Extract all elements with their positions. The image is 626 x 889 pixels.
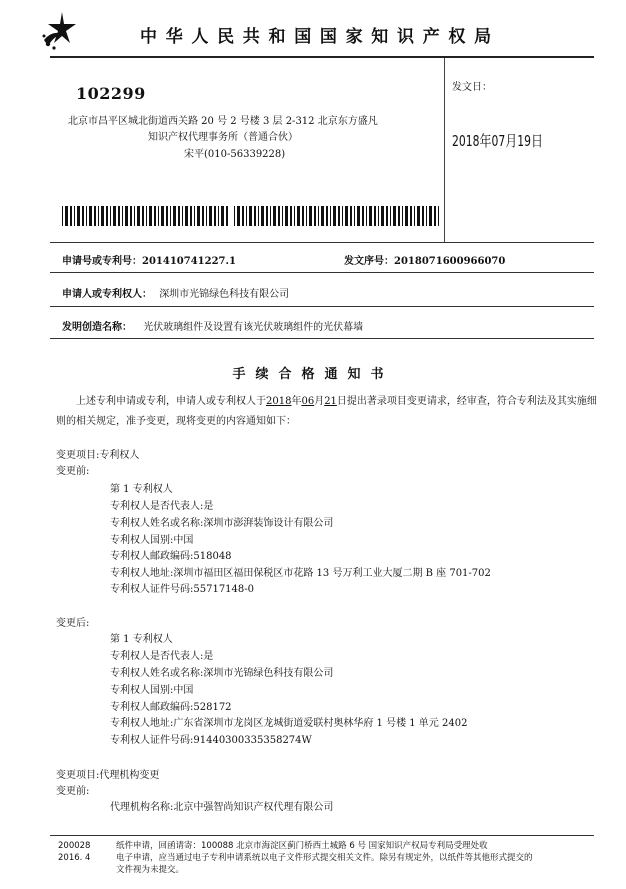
change-1-after-line: 专利权人是否代表人:是 [110,651,214,662]
barcode-bar [314,206,316,226]
barcode-bar [258,206,259,226]
applicant-name: 深圳市光锦绿色科技有限公司 [159,289,290,300]
barcode-bar [221,206,224,226]
barcode-left [62,206,228,226]
change-1-before-label: 变更前: [56,466,90,477]
barcode-bar [146,206,147,226]
notice-title: 手续合格通知书 [232,367,394,382]
barcode-bar [330,206,331,226]
barcode-bar [249,206,252,226]
change-1-after-line: 专利权人证件号码:91440300335358274W [110,735,312,746]
dispatch-date: 2018年07月19日 [452,132,543,150]
barcode-right-icon [234,206,440,226]
barcode-bar [426,206,427,226]
barcode-bar [374,206,376,226]
serial-number-label: 发文序号： [344,256,394,267]
serial-number: 2018071600966070 [394,256,506,267]
footer-line-3: 文件视为未提交。 [116,865,185,875]
footer-divider [50,835,594,836]
office-title: 中华人民共和国国家知识产权局 [140,27,500,47]
barcode-bar [197,206,200,226]
request-day: 21 [324,396,337,407]
barcode-bar [302,206,304,226]
barcode-bar [273,206,276,226]
header-divider [50,56,594,58]
barcode-bar [130,206,132,226]
divider-3 [50,306,594,307]
barcode-bar [422,206,424,226]
change-1-after-line: 专利权人邮政编码:528172 [110,702,232,713]
application-number: 201410741227.1 [142,256,236,267]
change-1-before-line: 专利权人地址:深圳市福田区福田保税区市花路 13 号万利工业大厦二期 B 座 701-702 [110,568,491,579]
barcode-bar [270,206,271,226]
barcode-bar [185,206,188,226]
barcode-bar [209,206,212,226]
application-number-label: 申请号或专利号： [62,256,142,267]
barcode-bar [234,206,235,226]
invention-row [62,318,363,333]
barcode-bar [214,206,216,226]
change-1-before-line: 专利权人姓名或名称:深圳市澎湃装饰设计有限公司 [110,518,334,529]
barcode-bar [62,206,63,226]
barcode-bar [386,206,388,226]
barcode-bar [149,206,152,226]
postal-code: 102299 [76,84,146,103]
barcode-bar [82,206,84,226]
barcode-bar [125,206,128,226]
barcode-bar [194,206,195,226]
invention-label: 发明创造名称： [62,322,132,333]
cnipa-emblem-icon [40,10,78,50]
barcode-bar [318,206,319,226]
barcode-bar [266,206,268,226]
application-number-row [62,252,236,267]
barcode-bar [321,206,324,226]
barcode-bar [122,206,123,226]
barcode-bar [77,206,80,226]
change-1-after-line: 专利权人国别:中国 [110,685,194,696]
year-char: 年 [291,396,302,407]
barcode-bar [378,206,379,226]
barcode-bar [206,206,207,226]
footer-line-1: 纸件申请，回函请寄：100088 北京市海淀区蓟门桥西土城路 6 号 国家知识产权局专利局受理处收 [116,841,488,851]
notice-paragraph [56,392,602,432]
request-year: 2018 [266,396,292,407]
notice-text-a: 上述专利申请或专利，申请人或专利权人于 [76,396,266,407]
divider-4 [50,338,594,339]
address-line-3: 宋平(010-56339228) [184,149,286,160]
divider-1 [50,242,594,243]
change-1-before-line: 专利权人是否代表人:是 [110,501,214,512]
barcode-bar [350,206,352,226]
barcode-bar [357,206,360,226]
barcode-bar [161,206,164,226]
invention-title: 光伏玻璃组件及设置有该光伏玻璃组件的光伏幕墙 [143,322,364,333]
barcode-bar [101,206,104,226]
barcode-bar [237,206,240,226]
notice-text-b: 日提出著录项目变更请求，经审查，符合专利法及其实施细则的相关规定，准予变更，现将变更的内容通知如下： [56,396,597,427]
change-1-after-line: 专利权人姓名或名称:深圳市光锦绿色科技有限公司 [110,668,334,679]
barcode-bar [417,206,420,226]
barcode-bar [309,206,312,226]
barcode-bar [414,206,415,226]
change-1-after-label: 变更后: [56,618,90,629]
applicant-label: 申请人或专利权人： [62,289,152,300]
request-month: 06 [301,396,315,407]
header-column-divider [444,58,445,242]
barcode-bar [226,206,228,226]
barcode-right [234,206,440,226]
barcode-bar [190,206,192,226]
barcode-bar [94,206,96,226]
change-2-before-line: 代理机构名称:北京中强智尚知识产权代理有限公司 [110,802,334,813]
barcode-bar [178,206,180,226]
barcode-bar [173,206,176,226]
barcode-bar [438,206,439,226]
barcode-bar [246,206,247,226]
barcode-bar [297,206,300,226]
change-item-1: 变更项目:专利权人 [56,450,140,461]
barcode-bar [86,206,87,226]
barcode-bar [137,206,140,226]
divider-2 [50,272,594,273]
barcode-bar [342,206,343,226]
barcode-bar [338,206,340,226]
barcode-bar [254,206,256,226]
barcode-bar [410,206,412,226]
barcode-bar [170,206,171,226]
barcode-bar [354,206,355,226]
barcode-bar [113,206,116,226]
change-1-after-line: 专利权人地址:广东省深圳市龙岗区龙城街道爱联村奥林华府 1 号楼 1 单元 2402 [110,718,468,729]
barcode-bar [306,206,307,226]
month-char: 月 [314,396,325,407]
barcode-bar [142,206,144,226]
barcode-bar [398,206,400,226]
change-1-after-line: 第 1 专利权人 [110,634,173,645]
barcode-bar [134,206,135,226]
form-date: 2016. 4 [58,853,91,863]
barcode-bar [74,206,75,226]
barcode-bar [261,206,264,226]
barcode-bar [182,206,183,226]
barcode-bar [366,206,367,226]
barcode-bar [166,206,168,226]
barcode-bar [106,206,108,226]
barcode-bar [110,206,111,226]
dispatch-date-label: 发文日： [452,82,492,93]
change-1-before-line: 专利权人证件号码:55717148-0 [110,584,255,595]
barcode-bar [326,206,328,226]
address-line-1: 北京市昌平区城北街道西关路 20 号 2 号楼 3 层 2-312 北京东方盛凡 [68,116,378,127]
barcode-bar [278,206,280,226]
barcode-bar [118,206,120,226]
serial-number-row [344,252,505,267]
form-number: 200028 [58,841,91,851]
barcode-bar [393,206,396,226]
barcode-bar [369,206,372,226]
barcode-bar [98,206,99,226]
barcode-bar [282,206,283,226]
barcode-bar [89,206,92,226]
barcode-bar [405,206,408,226]
barcode-bar [158,206,159,226]
change-1-before-line: 专利权人国别:中国 [110,535,194,546]
barcode-bar [242,206,244,226]
barcode-left-icon [62,206,228,226]
barcode-bar [290,206,292,226]
address-line-2: 知识产权代理事务所（普通合伙） [148,132,298,143]
barcode-bar [402,206,403,226]
applicant-row [62,285,289,300]
barcode-bar [285,206,288,226]
barcode-bar [429,206,432,226]
barcode-bar [390,206,391,226]
change-1-before-line: 第 1 专利权人 [110,484,173,495]
footer-line-2: 电子申请，应当通过电子专利申请系统以电子文件形式提交相关文件。除另有规定外，以纸件等其他形式提交的 [116,853,533,863]
barcode-bar [381,206,384,226]
barcode-bar [434,206,436,226]
barcode-bar [70,206,72,226]
barcode-bar [202,206,204,226]
barcode-bar [65,206,68,226]
barcode-bar [333,206,336,226]
change-1-before-line: 专利权人邮政编码:518048 [110,551,232,562]
change-item-2: 变更项目:代理机构变更 [56,770,160,781]
barcode-bar [154,206,156,226]
change-2-before-label: 变更前: [56,786,90,797]
barcode-bar [294,206,295,226]
barcode-bar [345,206,348,226]
barcode-bar [218,206,219,226]
cnipa-logo [40,10,78,50]
barcode-bar [362,206,364,226]
